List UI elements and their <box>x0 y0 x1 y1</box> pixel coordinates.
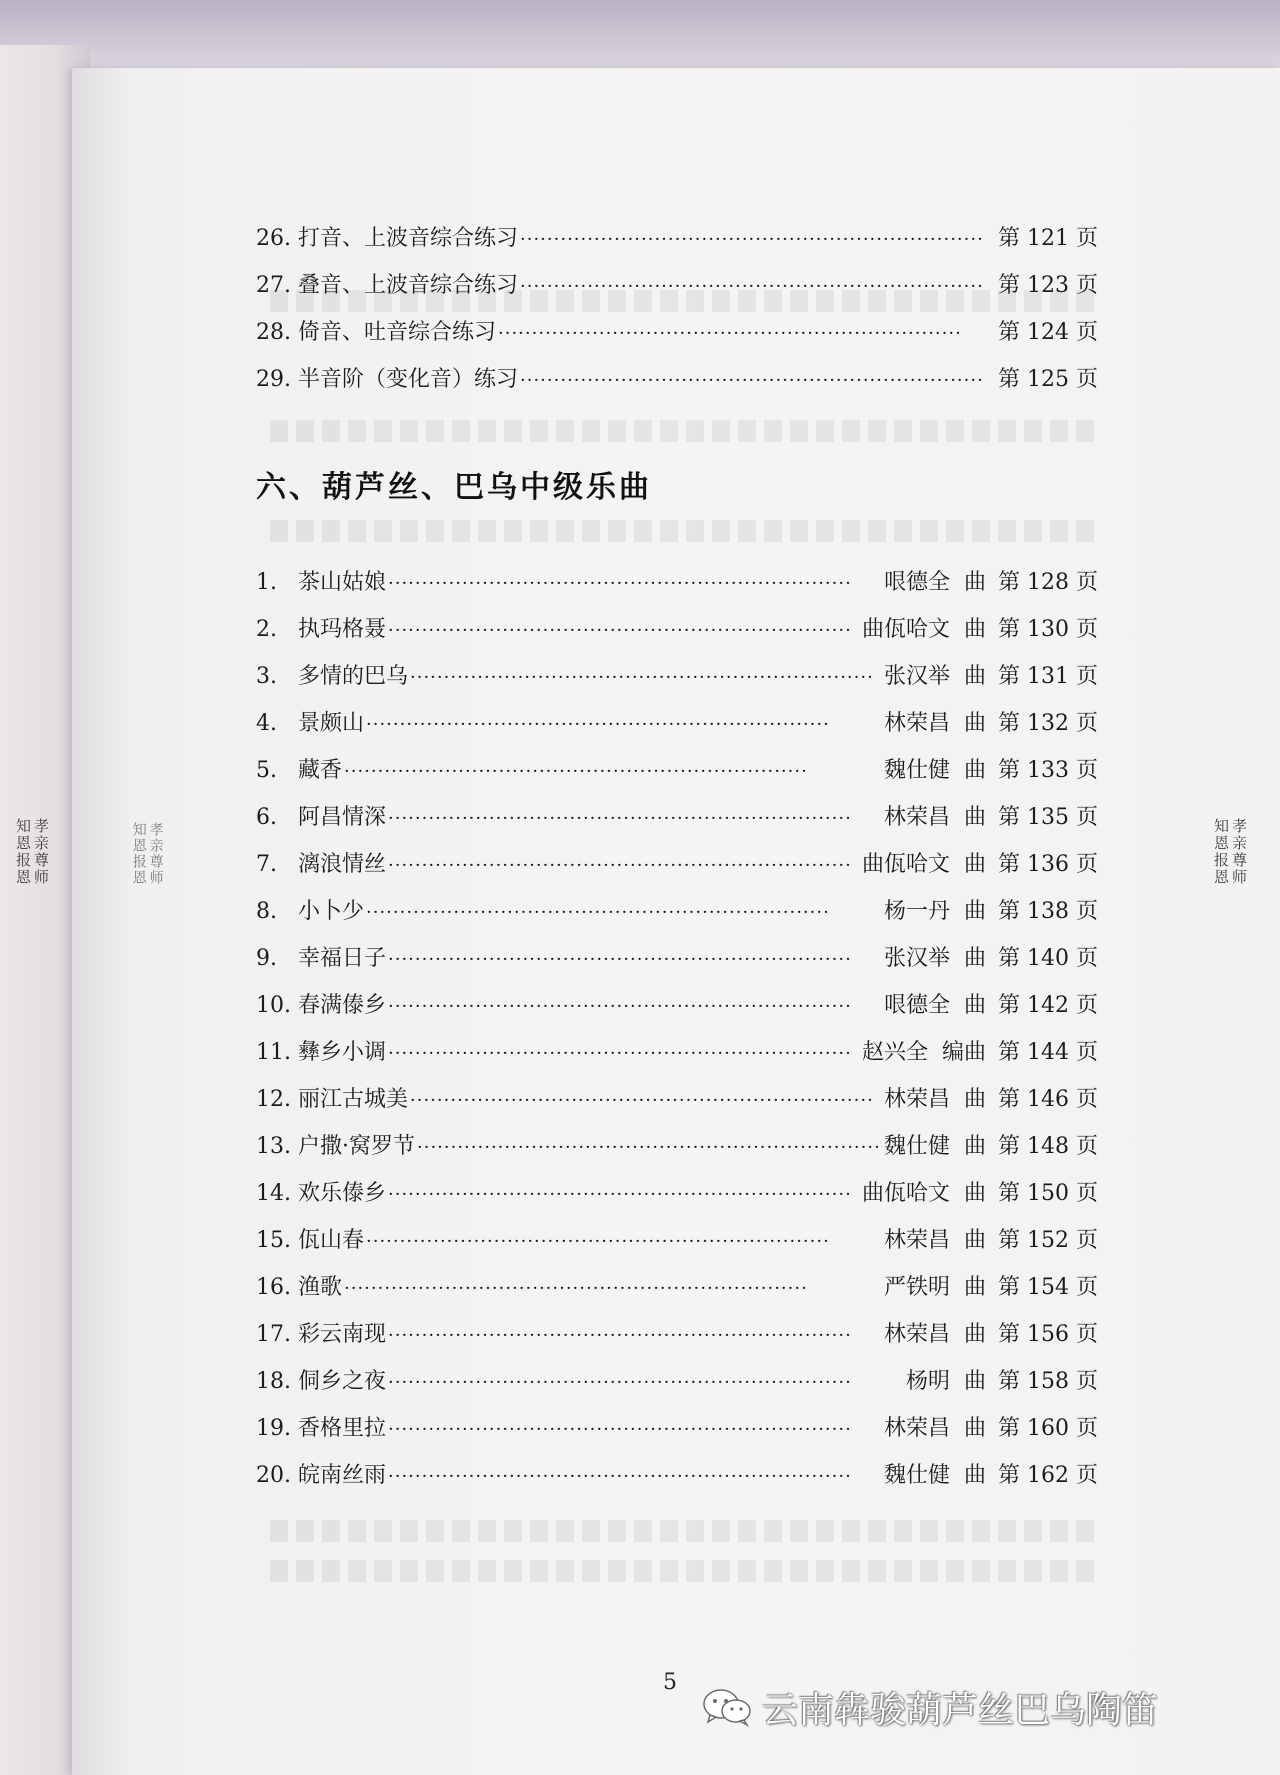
entry-number: 28. <box>256 320 291 345</box>
toc-entry[interactable] <box>256 1414 1098 1444</box>
entry-page: 第 128 页 <box>998 570 1098 595</box>
entry-page: 第 140 页 <box>998 946 1098 971</box>
entry-title: 丽江古城美 <box>298 1087 409 1112</box>
toc-entry[interactable] <box>256 897 1098 927</box>
entry-number: 14. <box>256 1181 291 1206</box>
entry-composer: 杨一丹 <box>883 899 950 924</box>
dot-leader: ····································································· <box>388 808 852 829</box>
toc-entry[interactable] <box>256 709 1098 739</box>
entry-number: 29. <box>256 367 291 392</box>
entry-composer: 林荣昌 <box>883 1228 950 1253</box>
toc-entry[interactable] <box>256 1367 1098 1397</box>
margin-motto-line: 孝亲尊师 <box>32 818 50 886</box>
entry-composer: 赵兴全 <box>861 1040 928 1065</box>
toc-entry[interactable] <box>256 1273 1098 1303</box>
section-heading: 六、葫芦丝、巴乌中级乐曲 <box>256 470 652 505</box>
toc-entry[interactable] <box>256 1226 1098 1256</box>
margin-motto-line: 知恩报恩 <box>130 822 147 886</box>
entry-page: 第 154 页 <box>998 1275 1098 1300</box>
entry-role: 曲 <box>964 899 987 924</box>
entry-number: 18. <box>256 1369 291 1394</box>
toc-entry[interactable] <box>256 944 1098 974</box>
entry-title: 茶山姑娘 <box>298 570 387 595</box>
toc-entry[interactable] <box>256 1461 1098 1491</box>
entry-composer: 林荣昌 <box>883 1322 950 1347</box>
entry-composer: 曲佤哈文 <box>861 617 950 642</box>
entry-number: 26. <box>256 226 291 251</box>
entry-number: 1. <box>256 570 277 595</box>
dot-leader: ····································································· <box>388 855 852 876</box>
dot-leader: ····································································· <box>417 1137 881 1158</box>
entry-page: 第 132 页 <box>998 711 1098 736</box>
entry-composer: 张汉举 <box>883 946 950 971</box>
entry-title: 多情的巴乌 <box>298 664 409 689</box>
bleed-through <box>270 420 1100 442</box>
entry-role: 曲 <box>964 1416 987 1441</box>
dot-leader: ····································································· <box>388 1372 852 1393</box>
entry-title: 漓浪情丝 <box>298 852 387 877</box>
toc-entry[interactable] <box>256 271 1098 301</box>
margin-motto-middle <box>130 822 164 886</box>
entry-role: 曲 <box>964 664 987 689</box>
dot-leader: ····································································· <box>388 996 852 1017</box>
entry-role: 曲 <box>964 993 987 1018</box>
dot-leader: ····································································· <box>344 761 808 782</box>
bleed-through <box>270 1520 1100 1542</box>
toc-entry[interactable] <box>256 1320 1098 1350</box>
watermark <box>702 1682 1158 1732</box>
entry-page: 第 156 页 <box>998 1322 1098 1347</box>
dot-leader: ····································································· <box>366 714 830 735</box>
entry-role: 曲 <box>964 617 987 642</box>
toc-entry[interactable] <box>256 1038 1098 1068</box>
dot-leader: ····································································· <box>366 1231 830 1252</box>
entry-page: 第 148 页 <box>998 1134 1098 1159</box>
entry-role: 曲 <box>964 1322 987 1347</box>
entry-role: 曲 <box>964 805 987 830</box>
entry-title: 香格里拉 <box>298 1416 387 1441</box>
entry-title: 彝乡小调 <box>298 1040 387 1065</box>
entry-role: 曲 <box>964 852 987 877</box>
entry-title: 叠音、上波音综合练习 <box>298 273 519 298</box>
entry-title: 小卜少 <box>298 899 365 924</box>
entry-title: 欢乐傣乡 <box>298 1181 387 1206</box>
bleed-through <box>270 520 1100 542</box>
entry-page: 第 135 页 <box>998 805 1098 830</box>
toc-entry[interactable] <box>256 1179 1098 1209</box>
watermark-text: 云南犇骏葫芦丝巴乌陶笛 <box>762 1689 1159 1731</box>
entry-title: 景颇山 <box>298 711 365 736</box>
entry-number: 5. <box>256 758 277 783</box>
bleed-through <box>270 1560 1100 1582</box>
entry-composer: 林荣昌 <box>883 711 950 736</box>
entry-title: 半音阶（变化音）练习 <box>298 367 519 392</box>
page-number: 5 <box>663 1670 677 1695</box>
entry-title: 幸福日子 <box>298 946 387 971</box>
entry-title: 打音、上波音综合练习 <box>298 226 519 251</box>
margin-motto-line: 孝亲尊师 <box>147 822 164 886</box>
toc-entry[interactable] <box>256 224 1098 254</box>
toc-entry[interactable] <box>256 615 1098 645</box>
entry-page: 第 158 页 <box>998 1369 1098 1394</box>
entry-number: 7. <box>256 852 277 877</box>
dot-leader: ····································································· <box>520 229 984 250</box>
entry-number: 11. <box>256 1040 291 1065</box>
entry-page: 第 124 页 <box>998 320 1098 345</box>
entry-title: 阿昌情深 <box>298 805 387 830</box>
entry-composer: 严铁明 <box>883 1275 950 1300</box>
entry-role: 编曲 <box>942 1040 987 1065</box>
entry-composer: 哏德全 <box>883 570 950 595</box>
entry-role: 曲 <box>964 570 987 595</box>
entry-number: 3. <box>256 664 277 689</box>
entry-page: 第 146 页 <box>998 1087 1098 1112</box>
entry-title: 藏香 <box>298 758 343 783</box>
entry-page: 第 136 页 <box>998 852 1098 877</box>
entry-page: 第 130 页 <box>998 617 1098 642</box>
dot-leader: ····································································· <box>388 1325 852 1346</box>
toc-entry[interactable] <box>256 1085 1098 1115</box>
entry-role: 曲 <box>964 1463 987 1488</box>
entry-page: 第 121 页 <box>998 226 1098 251</box>
entry-role: 曲 <box>964 1134 987 1159</box>
entry-number: 20. <box>256 1463 291 1488</box>
entry-page: 第 123 页 <box>998 273 1098 298</box>
entry-composer: 魏仕健 <box>883 1463 950 1488</box>
toc-entry[interactable] <box>256 850 1098 880</box>
dot-leader: ····································································· <box>388 620 852 641</box>
entry-title: 佤山春 <box>298 1228 365 1253</box>
margin-motto-line: 孝亲尊师 <box>1230 818 1248 886</box>
dot-leader: ····································································· <box>388 1043 852 1064</box>
entry-composer: 林荣昌 <box>883 805 950 830</box>
entry-composer: 曲佤哈文 <box>861 852 950 877</box>
entry-composer: 林荣昌 <box>883 1087 950 1112</box>
scan-top-shadow <box>0 0 1280 70</box>
dot-leader: ····································································· <box>498 323 962 344</box>
margin-motto-line: 知恩报恩 <box>1212 818 1230 886</box>
entry-number: 10. <box>256 993 291 1018</box>
toc-entry[interactable] <box>256 803 1098 833</box>
dot-leader: ····································································· <box>388 1466 852 1487</box>
toc-entry[interactable] <box>256 318 1098 348</box>
dot-leader: ····································································· <box>520 276 984 297</box>
entry-page: 第 144 页 <box>998 1040 1098 1065</box>
entry-composer: 曲佤哈文 <box>861 1181 950 1206</box>
margin-motto-right <box>1212 818 1248 886</box>
entry-composer: 魏仕健 <box>883 1134 950 1159</box>
entry-number: 15. <box>256 1228 291 1253</box>
toc-entry[interactable] <box>256 662 1098 692</box>
entry-composer: 杨明 <box>905 1369 950 1394</box>
entry-composer: 哏德全 <box>883 993 950 1018</box>
entry-composer: 张汉举 <box>883 664 950 689</box>
entry-role: 曲 <box>964 758 987 783</box>
entry-title: 春满傣乡 <box>298 993 387 1018</box>
dot-leader: ····································································· <box>520 370 984 391</box>
entry-title: 户撒·窝罗节 <box>298 1134 415 1159</box>
dot-leader: ····································································· <box>410 667 874 688</box>
margin-motto-line: 知恩报恩 <box>14 818 32 886</box>
entry-number: 13. <box>256 1134 291 1159</box>
dot-leader: ····································································· <box>388 949 852 970</box>
entry-title: 渔歌 <box>298 1275 343 1300</box>
toc-entry[interactable] <box>256 365 1098 395</box>
entry-title: 皖南丝雨 <box>298 1463 387 1488</box>
entry-number: 9. <box>256 946 277 971</box>
entry-number: 16. <box>256 1275 291 1300</box>
entry-page: 第 133 页 <box>998 758 1098 783</box>
dot-leader: ····································································· <box>366 902 830 923</box>
entry-role: 曲 <box>964 1228 987 1253</box>
entry-composer: 林荣昌 <box>883 1416 950 1441</box>
entry-number: 6. <box>256 805 277 830</box>
entry-title: 执玛格聂 <box>298 617 387 642</box>
entry-page: 第 131 页 <box>998 664 1098 689</box>
toc-entry[interactable] <box>256 991 1098 1021</box>
entry-title: 侗乡之夜 <box>298 1369 387 1394</box>
entry-page: 第 152 页 <box>998 1228 1098 1253</box>
entry-number: 4. <box>256 711 277 736</box>
entry-page: 第 142 页 <box>998 993 1098 1018</box>
entry-number: 8. <box>256 899 277 924</box>
entry-composer: 魏仕健 <box>883 758 950 783</box>
dot-leader: ····································································· <box>388 1419 852 1440</box>
entry-title: 倚音、吐音综合练习 <box>298 320 497 345</box>
wechat-icon <box>702 1687 754 1727</box>
dot-leader: ····································································· <box>388 573 852 594</box>
entry-role: 曲 <box>964 946 987 971</box>
entry-role: 曲 <box>964 1181 987 1206</box>
dot-leader: ····································································· <box>410 1090 874 1111</box>
entry-page: 第 125 页 <box>998 367 1098 392</box>
margin-motto-left <box>14 818 50 886</box>
toc-entry[interactable] <box>256 756 1098 786</box>
entry-number: 19. <box>256 1416 291 1441</box>
toc-entry[interactable] <box>256 1132 1098 1162</box>
entry-role: 曲 <box>964 711 987 736</box>
entry-page: 第 162 页 <box>998 1463 1098 1488</box>
entry-role: 曲 <box>964 1087 987 1112</box>
entry-number: 2. <box>256 617 277 642</box>
entry-number: 17. <box>256 1322 291 1347</box>
entry-page: 第 150 页 <box>998 1181 1098 1206</box>
dot-leader: ····································································· <box>388 1184 852 1205</box>
dot-leader: ····································································· <box>344 1278 808 1299</box>
toc-entry[interactable] <box>256 568 1098 598</box>
entry-page: 第 138 页 <box>998 899 1098 924</box>
entry-role: 曲 <box>964 1275 987 1300</box>
entry-title: 彩云南现 <box>298 1322 387 1347</box>
entry-number: 12. <box>256 1087 291 1112</box>
entry-number: 27. <box>256 273 291 298</box>
entry-page: 第 160 页 <box>998 1416 1098 1441</box>
entry-role: 曲 <box>964 1369 987 1394</box>
